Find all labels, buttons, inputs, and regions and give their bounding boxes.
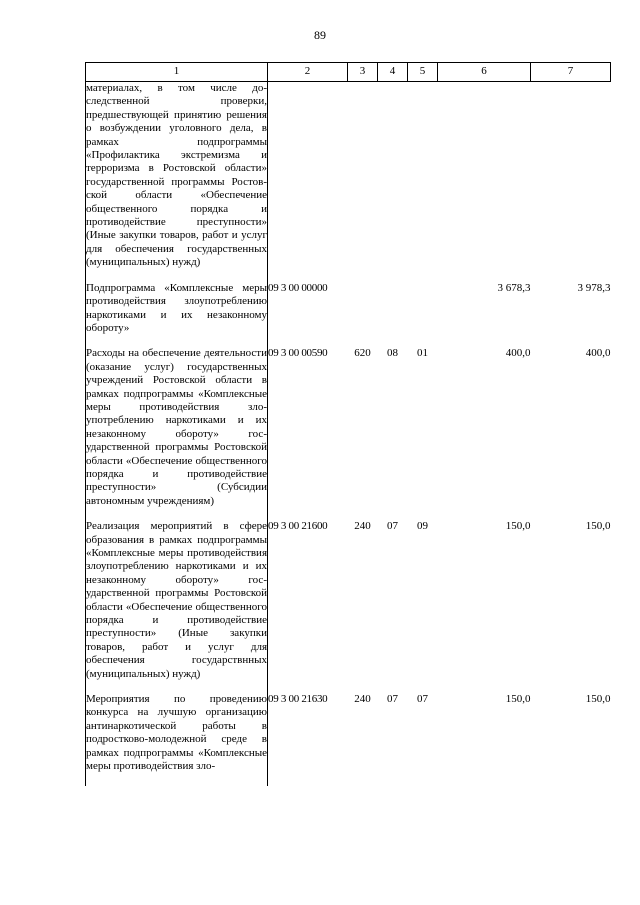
expense-type: 240 xyxy=(354,520,371,533)
section: 07 xyxy=(387,693,398,706)
column-header: 6 xyxy=(438,63,531,82)
table-row xyxy=(86,347,611,520)
amount-year-1: 150,0 xyxy=(505,693,531,706)
table-row xyxy=(86,82,611,282)
row-description: Подпрограмма «Комплексные меры противодействия злоупотреблению наркотиками и их незаконному обороту» xyxy=(86,282,268,348)
target-code: 09 3 00 00000 xyxy=(268,281,328,294)
amount-year-2: 150,0 xyxy=(585,520,611,533)
amount-year-2 xyxy=(531,82,611,282)
subsection xyxy=(408,282,438,348)
table-row xyxy=(86,282,611,348)
amount-year-1: 3 678,3 xyxy=(497,281,531,294)
budget-table xyxy=(85,62,611,786)
column-header: 5 xyxy=(408,63,438,82)
section: 08 xyxy=(387,347,398,360)
subsection: 09 xyxy=(417,520,428,533)
target-code: 09 3 00 00590 xyxy=(268,347,328,360)
column-number-row xyxy=(86,63,611,82)
amount-year-1 xyxy=(438,82,531,282)
row-description: Мероприятия по проведению конкурса на лучшую организацию антинаркотической работы в подростково-молодежной среде в рамках подпрограммы «Комплексные меры противодействия зло- xyxy=(86,693,268,785)
column-header: 3 xyxy=(348,63,378,82)
table-row xyxy=(86,520,611,693)
column-header: 7 xyxy=(531,63,611,82)
subsection xyxy=(408,82,438,282)
row-description: материалах, в том числе доследственной проверки, предшествующей принятию решения о возбуждении уголовного дела, в рамках подпрограммы «Профилактика экстремизма и терроризма в Ростовской области» государственной программы Ростовской области «Обеспечение общественного порядка и противодействие преступности» (Иные закупки товаров, работ и услуг для обеспечения государственных (муниципальных) нужд) xyxy=(86,82,268,282)
table-row xyxy=(86,693,611,785)
expense-type: 240 xyxy=(354,693,371,706)
expense-type xyxy=(348,282,378,348)
amount-year-2: 150,0 xyxy=(585,693,611,706)
amount-year-2: 400,0 xyxy=(585,347,611,360)
section xyxy=(378,282,408,348)
amount-year-1: 150,0 xyxy=(505,520,531,533)
section xyxy=(378,82,408,282)
expense-type xyxy=(348,82,378,282)
column-header: 1 xyxy=(86,63,268,82)
row-description: Реализация мероприятий в сфере образования в рамках подпрограммы «Комплексные меры противодействия злоупотреблению наркотиками и их незаконному обороту» государственной программы Ростовской области «Обеспечение общественного порядка и противодействие преступности» (Иные закупки товаров, работ и услуг для обеспечения государствнных (муниципальных) нужд) xyxy=(86,520,268,693)
amount-year-1: 400,0 xyxy=(505,347,531,360)
target-code: 09 3 00 21630 xyxy=(268,693,328,706)
target-code: 09 3 00 21600 xyxy=(268,520,328,533)
subsection: 01 xyxy=(417,347,428,360)
row-description: Расходы на обеспечение деятельности (оказание услуг) государственных учреждений Ростовской области в рамках подпрограммы «Комплексные меры противодействия злоупотреблению наркотиками и их незаконному обороту» государственной программы Ростовской области «Обеспечение общественного порядка и противодействие преступности» (Субсидии автономным учреждениям) xyxy=(86,347,268,520)
expense-type: 620 xyxy=(354,347,371,360)
subsection: 07 xyxy=(417,693,428,706)
section: 07 xyxy=(387,520,398,533)
target-code xyxy=(268,82,348,282)
amount-year-2: 3 978,3 xyxy=(577,281,611,294)
column-header: 2 xyxy=(268,63,348,82)
column-header: 4 xyxy=(378,63,408,82)
page-number: 89 xyxy=(314,28,326,42)
